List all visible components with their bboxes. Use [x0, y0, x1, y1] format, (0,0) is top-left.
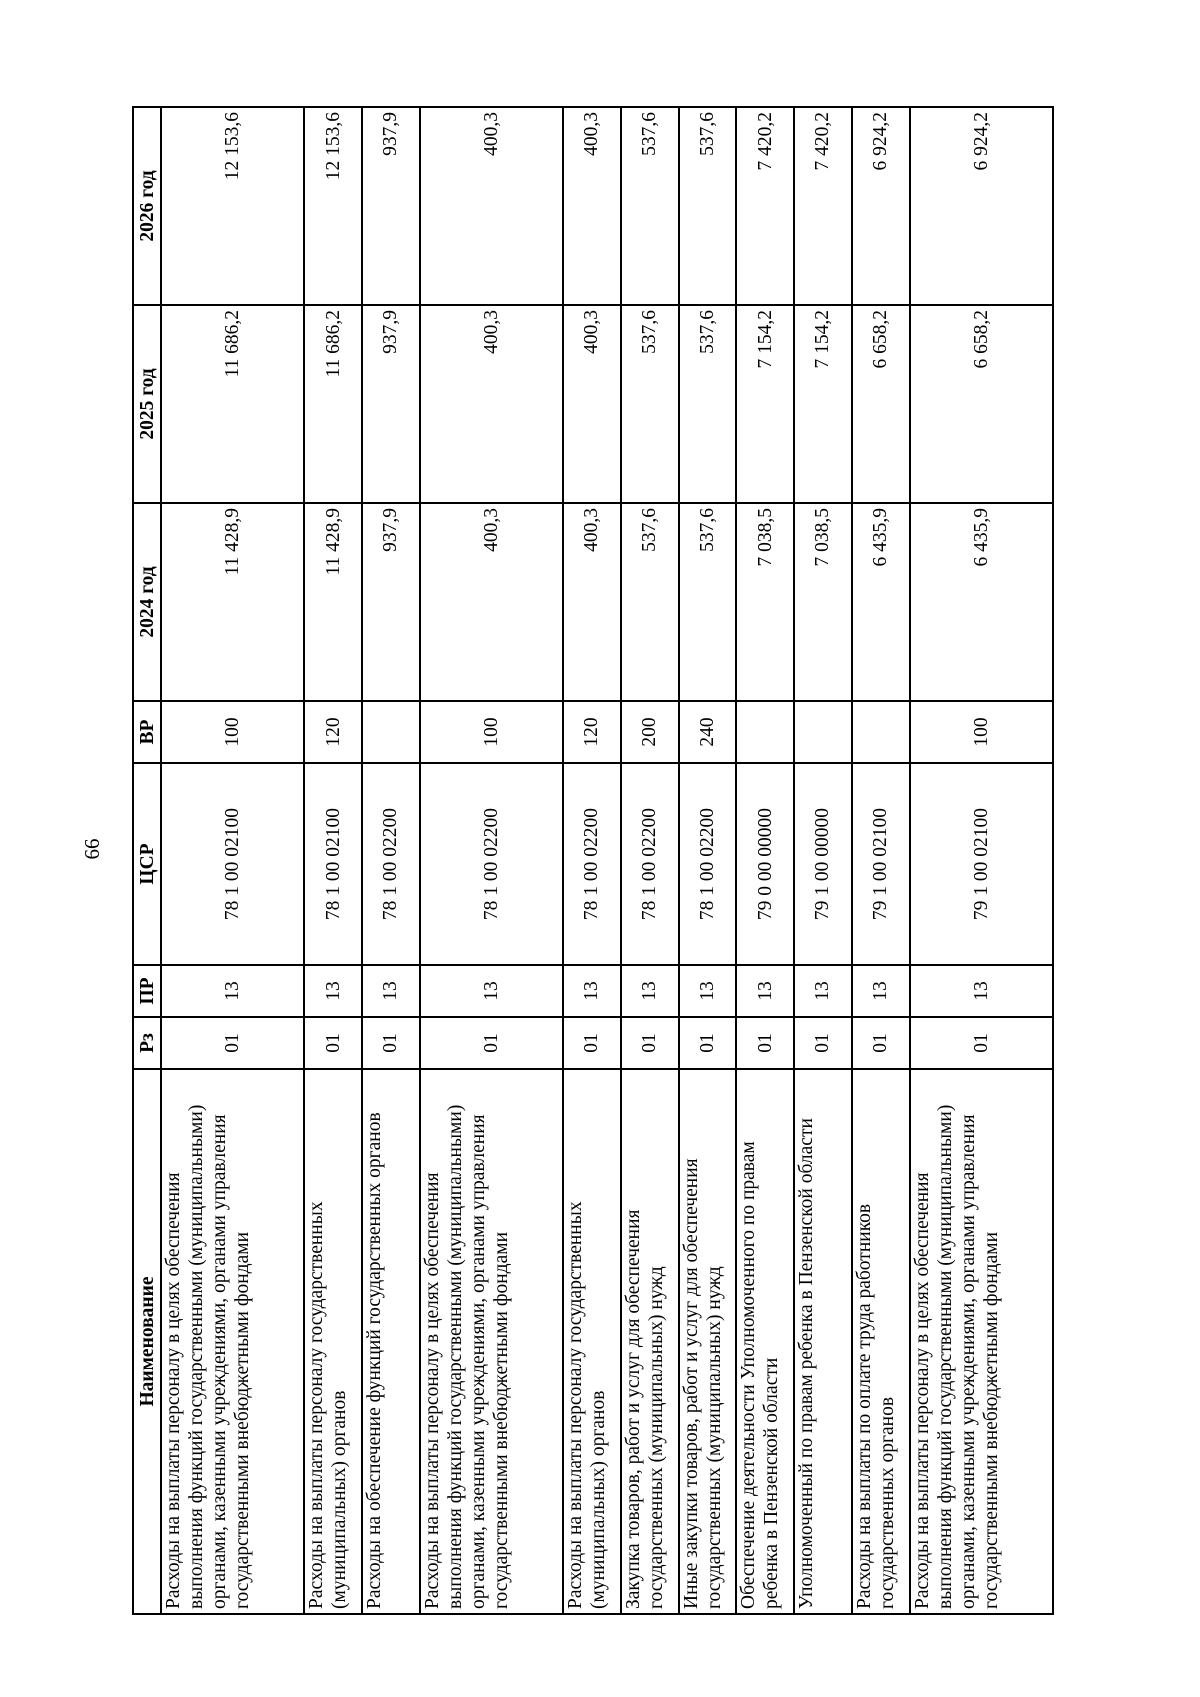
- table-row: [621, 107, 679, 1614]
- cell-pr: 13: [621, 965, 679, 1017]
- table-row: [852, 107, 910, 1614]
- cell-name: Обеспечение деятельности Уполномоченного по правам ребенка в Пензенской области: [736, 1069, 794, 1614]
- table-row: [304, 107, 362, 1614]
- header-vr: ВР: [133, 701, 161, 763]
- cell-name: Расходы на выплаты персоналу в целях обеспечения выполнения функций государственными (муниципальными) органами, казенными учреждениями, органами управления государственными внебюджетными фондами: [910, 1069, 1053, 1614]
- cell-2026: 12 153,6: [161, 107, 304, 305]
- table-row: [736, 107, 794, 1614]
- cell-vr: 100: [420, 701, 563, 763]
- cell-2025: 537,6: [679, 305, 737, 503]
- header-csr: ЦСР: [133, 763, 161, 965]
- cell-2026: 6 924,2: [910, 107, 1053, 305]
- cell-vr: 200: [621, 701, 679, 763]
- cell-pr: 13: [420, 965, 563, 1017]
- cell-csr: 78 1 00 02100: [304, 763, 362, 965]
- cell-2025: 7 154,2: [736, 305, 794, 503]
- cell-rz: 01: [563, 1017, 621, 1069]
- cell-vr: 120: [563, 701, 621, 763]
- cell-2026: 12 153,6: [304, 107, 362, 305]
- cell-csr: 78 1 00 02100: [161, 763, 304, 965]
- cell-2024: 937,9: [362, 503, 420, 701]
- table-row: [794, 107, 852, 1614]
- page-number: 66: [80, 838, 104, 860]
- header-2024: 2024 год: [133, 503, 161, 701]
- cell-2026: 537,6: [621, 107, 679, 305]
- cell-2025: 537,6: [621, 305, 679, 503]
- cell-csr: 78 1 00 02200: [563, 763, 621, 965]
- cell-2025: 6 658,2: [910, 305, 1053, 503]
- cell-2025: 6 658,2: [852, 305, 910, 503]
- table-row: [910, 107, 1053, 1614]
- header-name: Наименование: [133, 1069, 161, 1614]
- cell-vr: [362, 701, 420, 763]
- cell-vr: [794, 701, 852, 763]
- cell-vr: 120: [304, 701, 362, 763]
- cell-2026: 400,3: [563, 107, 621, 305]
- cell-2025: 7 154,2: [794, 305, 852, 503]
- table-row: [563, 107, 621, 1614]
- cell-csr: 79 1 00 02100: [852, 763, 910, 965]
- cell-rz: 01: [736, 1017, 794, 1069]
- cell-2024: 400,3: [563, 503, 621, 701]
- cell-vr: 240: [679, 701, 737, 763]
- cell-csr: 79 1 00 02100: [910, 763, 1053, 965]
- cell-rz: 01: [852, 1017, 910, 1069]
- cell-rz: 01: [161, 1017, 304, 1069]
- header-2026: 2026 год: [133, 107, 161, 305]
- table-row: [679, 107, 737, 1614]
- cell-name: Расходы на выплаты персоналу государственных (муниципальных) органов: [563, 1069, 621, 1614]
- cell-pr: 13: [852, 965, 910, 1017]
- cell-rz: 01: [304, 1017, 362, 1069]
- header-rz: Рз: [133, 1017, 161, 1069]
- cell-2024: 6 435,9: [852, 503, 910, 701]
- cell-vr: [852, 701, 910, 763]
- cell-2024: 7 038,5: [736, 503, 794, 701]
- cell-2024: 6 435,9: [910, 503, 1053, 701]
- cell-pr: 13: [910, 965, 1053, 1017]
- cell-2026: 7 420,2: [736, 107, 794, 305]
- table-row: [362, 107, 420, 1614]
- cell-vr: [736, 701, 794, 763]
- cell-2024: 11 428,9: [161, 503, 304, 701]
- cell-rz: 01: [362, 1017, 420, 1069]
- cell-csr: 78 1 00 02200: [362, 763, 420, 965]
- cell-2026: 7 420,2: [794, 107, 852, 305]
- cell-pr: 13: [161, 965, 304, 1017]
- cell-rz: 01: [679, 1017, 737, 1069]
- cell-pr: 13: [679, 965, 737, 1017]
- cell-2024: 11 428,9: [304, 503, 362, 701]
- cell-csr: 78 1 00 02200: [420, 763, 563, 965]
- cell-2024: 7 038,5: [794, 503, 852, 701]
- cell-2025: 937,9: [362, 305, 420, 503]
- cell-name: Закупка товаров, работ и услуг для обеспечения государственных (муниципальных) нужд: [621, 1069, 679, 1614]
- header-pr: ПР: [133, 965, 161, 1017]
- cell-vr: 100: [910, 701, 1053, 763]
- cell-name: Иные закупки товаров, работ и услуг для обеспечения государственных (муниципальных) нужд: [679, 1069, 737, 1614]
- cell-pr: 13: [794, 965, 852, 1017]
- cell-name: Расходы на выплаты персоналу в целях обеспечения выполнения функций государственными (муниципальными) органами, казенными учреждениями, органами управления государственными внебюджетными фондами: [161, 1069, 304, 1614]
- cell-name: Расходы на выплаты по оплате труда работников государственных органов: [852, 1069, 910, 1614]
- cell-rz: 01: [621, 1017, 679, 1069]
- cell-rz: 01: [794, 1017, 852, 1069]
- cell-name: Расходы на выплаты персоналу в целях обеспечения выполнения функций государственными (муниципальными) органами, казенными учреждениями, органами управления государственными внебюджетными фондами: [420, 1069, 563, 1614]
- cell-name: Расходы на выплаты персоналу государственных (муниципальных) органов: [304, 1069, 362, 1614]
- cell-csr: 79 0 00 00000: [736, 763, 794, 965]
- cell-2024: 537,6: [679, 503, 737, 701]
- cell-rz: 01: [910, 1017, 1053, 1069]
- cell-name: Расходы на обеспечение функций государственных органов: [362, 1069, 420, 1614]
- table-header-row: [133, 107, 161, 1614]
- cell-pr: 13: [362, 965, 420, 1017]
- cell-2025: 11 686,2: [304, 305, 362, 503]
- header-2025: 2025 год: [133, 305, 161, 503]
- cell-rz: 01: [420, 1017, 563, 1069]
- cell-2026: 6 924,2: [852, 107, 910, 305]
- cell-csr: 79 1 00 00000: [794, 763, 852, 965]
- table-row: [420, 107, 563, 1614]
- cell-2024: 537,6: [621, 503, 679, 701]
- cell-csr: 78 1 00 02200: [679, 763, 737, 965]
- cell-2025: 400,3: [420, 305, 563, 503]
- cell-vr: 100: [161, 701, 304, 763]
- cell-2026: 537,6: [679, 107, 737, 305]
- cell-2024: 400,3: [420, 503, 563, 701]
- cell-pr: 13: [563, 965, 621, 1017]
- cell-pr: 13: [736, 965, 794, 1017]
- cell-pr: 13: [304, 965, 362, 1017]
- cell-2025: 11 686,2: [161, 305, 304, 503]
- table-row: [161, 107, 304, 1614]
- cell-2026: 400,3: [420, 107, 563, 305]
- rotated-table-container: [132, 108, 1054, 1615]
- cell-csr: 78 1 00 02200: [621, 763, 679, 965]
- budget-table: [132, 106, 1054, 1615]
- cell-2026: 937,9: [362, 107, 420, 305]
- cell-2025: 400,3: [563, 305, 621, 503]
- cell-name: Уполномоченный по правам ребенка в Пензенской области: [794, 1069, 852, 1614]
